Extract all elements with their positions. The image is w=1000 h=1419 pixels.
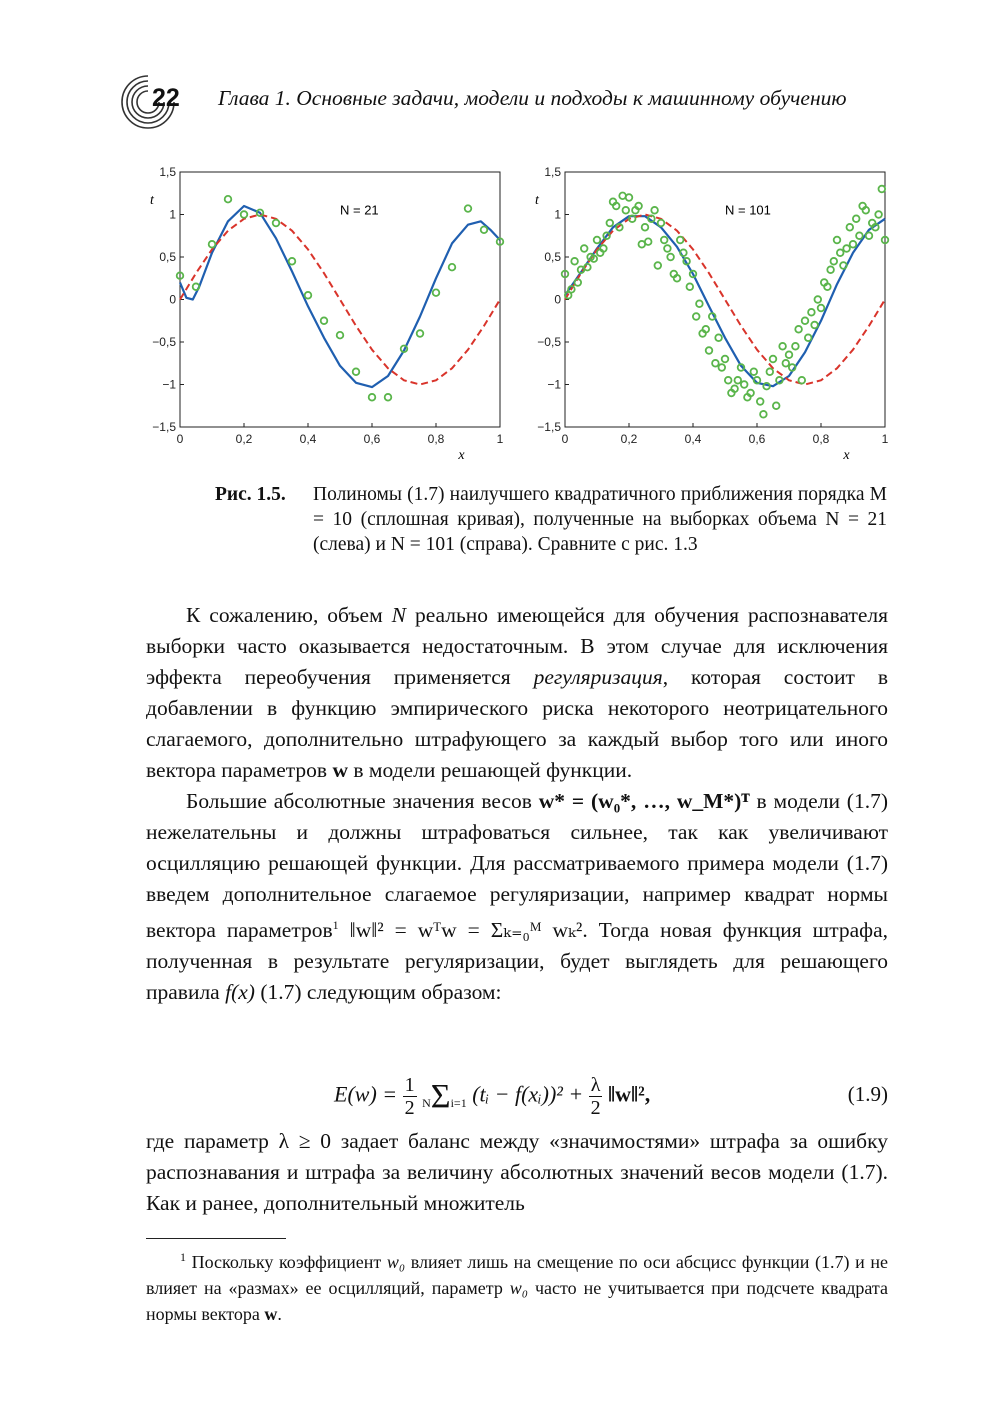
data-point xyxy=(651,207,658,214)
data-point xyxy=(642,224,649,231)
paragraph-2: Большие абсолютные значения весов w* = (w₀*, …, w_M*)ᵀ в модели (1.7) нежелательны и должны штрафоваться сильнее, так как увеличивают осцилляцию решающей функции. Для рассматриваемого примера модели (1.7) введем дополнительное слагаемое регуляризации, например квадрат нормы вектора параметров$^1$ ‖w‖² = wᵀw = Σₖ₌₀ᴹ wₖ². Тогда новая функция штрафа, полученная в результате регуляризации, будет выглядеть для решающего правила f(x) (1.7) следующим образом: xyxy=(146,789,889,1005)
data-point xyxy=(767,368,774,375)
data-point xyxy=(449,264,456,271)
data-point xyxy=(337,332,344,339)
page-number: 22 xyxy=(152,84,180,112)
data-point xyxy=(677,237,684,244)
data-point xyxy=(353,368,360,375)
paragraph-3: где параметр λ ≥ 0 задает баланс между «значимостями» штрафа за ошибку распознавания и штрафа за величину абсолютных значений весов модели (1.7). Как и ранее, дополнительный множитель xyxy=(146,1129,888,1215)
data-point xyxy=(712,360,719,367)
x-tick-label: 1 xyxy=(496,432,504,446)
data-point xyxy=(725,377,732,384)
fit-curve-line xyxy=(180,206,500,387)
y-tick-label: 0 xyxy=(554,292,561,307)
y-axis-label: t xyxy=(535,193,539,208)
data-point xyxy=(792,343,799,350)
footnote-1: $^1$ Поскольку коэффициент w₀ влияет лишь на смещение по оси абсцисс функции (1.7) и не влияет на «размах» ее осцилляций, параметр w₀ часто не учитывается при подсчете квадрата нормы вектора w. xyxy=(146,1250,888,1324)
data-point xyxy=(805,334,812,341)
data-point xyxy=(571,258,578,265)
n-annotation: N = 101 xyxy=(725,202,771,218)
data-point xyxy=(626,194,633,201)
data-point xyxy=(623,207,630,214)
figure-caption xyxy=(215,482,887,557)
y-tick-label: −1,5 xyxy=(152,420,176,434)
true-function-line xyxy=(565,215,885,385)
data-point xyxy=(757,398,764,405)
x-tick-label: 0,6 xyxy=(363,432,381,446)
footnote-divider xyxy=(146,1238,286,1239)
data-point xyxy=(843,245,850,252)
data-point xyxy=(225,196,232,203)
figure-1-5 xyxy=(140,160,900,460)
y-tick-label: 1,5 xyxy=(544,165,561,179)
footnote-ref: 1 xyxy=(332,918,339,932)
data-point xyxy=(667,254,674,261)
caption-label: Рис. 1.5. xyxy=(215,484,286,505)
x-tick-label: 0,4 xyxy=(684,432,702,446)
data-point xyxy=(837,249,844,256)
x-tick-label: 1 xyxy=(881,432,889,446)
data-point xyxy=(369,394,376,401)
body-text-continued xyxy=(146,1126,888,1219)
data-point xyxy=(722,356,729,363)
data-point xyxy=(417,330,424,337)
data-point xyxy=(209,241,216,248)
term-regularization: регуляризация xyxy=(533,665,663,689)
data-point xyxy=(802,317,809,324)
y-tick-label: −0,5 xyxy=(152,335,176,349)
data-point xyxy=(607,220,614,227)
data-point xyxy=(305,292,312,299)
x-tick-label: 0,2 xyxy=(235,432,253,446)
data-point xyxy=(661,237,668,244)
y-axis-label: t xyxy=(150,193,154,208)
x-tick-label: 0,8 xyxy=(812,432,830,446)
data-point xyxy=(655,262,662,269)
data-point xyxy=(808,309,815,316)
data-point xyxy=(321,317,328,324)
x-axis-label: x xyxy=(458,448,465,460)
x-tick-label: 0,2 xyxy=(620,432,638,446)
data-point xyxy=(795,326,802,333)
y-tick-label: −1,5 xyxy=(537,420,561,434)
y-tick-label: 0,5 xyxy=(544,250,561,264)
data-point xyxy=(241,211,248,218)
data-point xyxy=(847,224,854,231)
plot-right xyxy=(525,160,905,460)
data-point xyxy=(706,347,713,354)
data-point xyxy=(770,356,777,363)
y-tick-label: −0,5 xyxy=(537,335,561,349)
caption-text: Полиномы (1.7) наилучшего квадратичного приближения порядка M = 10 (сплошная кривая), полученные на выборках объема N = 21 (слева) и N = 101 (справа). Сравните с рис. 1.3 xyxy=(313,484,887,555)
n-annotation: N = 21 xyxy=(340,202,379,218)
data-point xyxy=(751,368,758,375)
data-point xyxy=(696,300,703,307)
data-point xyxy=(834,237,841,244)
data-point xyxy=(481,227,488,234)
data-point xyxy=(273,220,280,227)
y-tick-label: 1,5 xyxy=(159,165,176,179)
data-point xyxy=(741,381,748,388)
equation-1-9 xyxy=(146,1068,888,1130)
data-point xyxy=(815,296,822,303)
y-tick-label: 0,5 xyxy=(159,250,176,264)
data-point xyxy=(850,241,857,248)
x-tick-label: 0 xyxy=(561,432,569,446)
page-header xyxy=(118,72,898,128)
data-point xyxy=(687,283,694,290)
data-point xyxy=(773,402,780,409)
data-point xyxy=(853,215,860,222)
data-point xyxy=(658,220,665,227)
data-point xyxy=(818,305,825,312)
weights-vector: w* = (w₀*, …, w_M*)ᵀ xyxy=(538,789,750,813)
body-text xyxy=(146,600,888,1008)
x-tick-label: 0 xyxy=(176,432,184,446)
data-point xyxy=(783,360,790,367)
y-tick-label: 1 xyxy=(554,207,561,222)
equation-number: (1.9) xyxy=(847,1082,888,1106)
true-function-line xyxy=(180,215,500,385)
paragraph-1: К сожалению, объем N реально имеющейся для обучения распознавателя выборки часто оказывается недостаточным. В этом случае для исключения эффекта переобучения применяется регуляризация, которая состоит в добавлении в функцию эмпирического риска некоторого неотрицательного слагаемого, дополнительно штрафующего за каждый выбор того или иного вектора параметров w в модели решающей функции. xyxy=(146,603,889,782)
x-axis-label: x xyxy=(843,448,850,460)
y-tick-label: −1 xyxy=(162,377,176,392)
data-point xyxy=(289,258,296,265)
y-tick-label: −1 xyxy=(547,377,561,392)
data-point xyxy=(827,266,834,273)
data-point xyxy=(581,245,588,252)
data-point xyxy=(875,211,882,218)
equation-body: E(w) = $\frac{1}{2}$ NΣi=1 (tᵢ − f(xᵢ))² + $\frac{\lambda}{2}$ ‖w‖², xyxy=(334,1074,651,1119)
data-point xyxy=(465,205,472,212)
data-point xyxy=(715,334,722,341)
data-point xyxy=(433,289,440,296)
data-point xyxy=(811,322,818,329)
data-point xyxy=(786,351,793,358)
data-point xyxy=(664,245,671,252)
data-point xyxy=(693,313,700,320)
x-tick-label: 0,4 xyxy=(299,432,317,446)
data-point xyxy=(866,232,873,239)
y-tick-label: 0 xyxy=(169,292,176,307)
plot-left xyxy=(140,160,520,460)
data-point xyxy=(879,186,886,193)
data-point xyxy=(645,238,652,245)
data-point xyxy=(735,377,742,384)
data-point xyxy=(594,237,601,244)
running-head: Глава 1. Основные задачи, модели и подходы к машинному обучению xyxy=(218,86,847,110)
data-point xyxy=(799,377,806,384)
y-tick-label: 1 xyxy=(169,207,176,222)
data-point xyxy=(719,364,726,371)
x-tick-label: 0,6 xyxy=(748,432,766,446)
data-point xyxy=(760,411,767,418)
x-tick-label: 0,8 xyxy=(427,432,445,446)
data-point xyxy=(779,343,786,350)
data-point xyxy=(856,232,863,239)
data-point xyxy=(385,394,392,401)
norm-formula: ‖w‖² = wᵀw = Σₖ₌₀ᴹ wₖ² xyxy=(349,918,583,943)
data-point xyxy=(831,258,838,265)
